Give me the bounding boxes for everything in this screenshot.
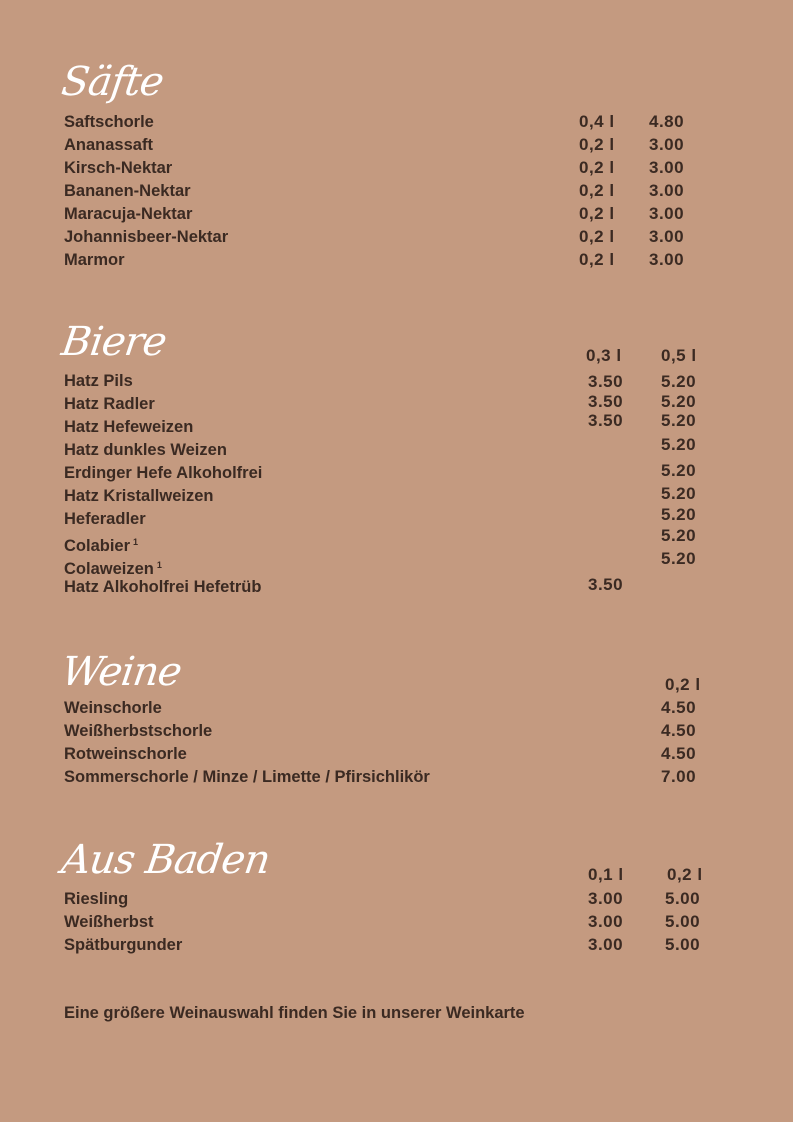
item-name: [64, 439, 227, 461]
menu-item: [64, 934, 724, 956]
price-small: 3.00: [588, 935, 624, 954]
item-size: 0,2 l: [579, 204, 615, 223]
section-title-biere: Biere: [58, 319, 169, 365]
item-name: [64, 111, 154, 133]
item-name-text: Hatz Alkoholfrei Hefetrüb: [64, 578, 262, 596]
item-name-text: Colabier: [64, 537, 131, 555]
item-price: 3.00: [649, 181, 685, 200]
item-name: [64, 370, 133, 392]
menu-item: [64, 911, 724, 933]
menu-item: [64, 370, 724, 392]
item-name: [64, 485, 213, 507]
item-name-text: Weinschorle: [64, 699, 162, 717]
item-name-text: Johannisbeer-Nektar: [64, 228, 229, 246]
item-price: 7.00: [661, 767, 697, 786]
price-large: 5.20: [661, 372, 697, 391]
item-name: [64, 697, 162, 719]
menu-item: [64, 549, 724, 578]
item-price: 3.00: [649, 135, 685, 154]
item-name: [64, 203, 192, 225]
menu-item: [64, 697, 724, 719]
price-large: 5.00: [665, 889, 701, 908]
item-size: 0,4 l: [579, 112, 615, 131]
menu-item: [64, 462, 724, 484]
item-name-text: Hatz Radler: [64, 395, 155, 413]
price-large: 5.20: [661, 411, 697, 430]
price-large: 5.20: [661, 461, 697, 480]
item-name-text: Erdinger Hefe Alkoholfrei: [64, 464, 263, 482]
biere-col-large: 0,5 l: [661, 346, 697, 365]
item-name-text: Hatz Hefeweizen: [64, 418, 194, 436]
price-large: 5.20: [661, 435, 697, 454]
section-title-baden: Aus Baden: [58, 837, 273, 883]
menu-item: [64, 505, 724, 530]
item-name-text: Maracuja-Nektar: [64, 205, 193, 223]
baden-col-small: 0,1 l: [588, 865, 624, 884]
price-large: 5.20: [661, 526, 697, 545]
item-name-text: Marmor: [64, 251, 125, 269]
item-name: [64, 508, 146, 530]
item-price: 3.00: [649, 250, 685, 269]
item-name: [64, 743, 187, 765]
price-large: 5.00: [665, 912, 701, 931]
price-large: 5.20: [661, 549, 697, 568]
menu-item: [64, 157, 724, 179]
menu-item: [64, 576, 724, 598]
item-price: 3.00: [649, 158, 685, 177]
item-size: 0,2 l: [579, 227, 615, 246]
menu-item: [64, 485, 724, 507]
menu-item: [64, 180, 724, 202]
item-name: [64, 226, 228, 248]
menu-item: [64, 888, 724, 910]
item-name-text: Rotweinschorle: [64, 745, 187, 763]
item-size: 0,2 l: [579, 135, 615, 154]
item-name: [64, 180, 191, 202]
menu-item: [64, 720, 724, 742]
menu-item: [64, 393, 724, 415]
item-price: 4.50: [661, 698, 697, 717]
item-name-text: Hatz Kristallweizen: [64, 487, 214, 505]
item-price: 4.80: [649, 112, 685, 131]
item-price: 4.50: [661, 744, 697, 763]
item-name: [64, 576, 261, 598]
item-name: [64, 249, 125, 271]
menu-item: [64, 226, 724, 248]
item-name-text: Ananassaft: [64, 136, 153, 154]
wine-list-note: Eine größere Weinauswahl finden Sie in unserer Weinkarte: [64, 1004, 525, 1022]
item-price: 3.00: [649, 227, 685, 246]
menu-item: [64, 111, 724, 133]
item-name: [64, 416, 193, 438]
item-name: [64, 888, 128, 910]
menu-item: [64, 411, 724, 438]
item-name-text: Kirsch-Nektar: [64, 159, 173, 177]
price-small: 3.50: [588, 392, 624, 411]
item-name-text: Heferadler: [64, 510, 146, 528]
item-size: 0,2 l: [579, 250, 615, 269]
menu-item: [64, 203, 724, 225]
price-large: 5.20: [661, 505, 697, 524]
item-name-text: Hatz Pils: [64, 372, 133, 390]
item-size: 0,2 l: [579, 158, 615, 177]
item-name-text: Weißherbst: [64, 913, 154, 931]
price-small: 3.00: [588, 889, 624, 908]
item-name: [64, 157, 172, 179]
footnote-marker: 1: [156, 560, 162, 570]
baden-col-large: 0,2 l: [667, 865, 703, 884]
price-small: 3.00: [588, 912, 624, 931]
footnote-marker: 1: [133, 537, 139, 547]
item-price: 3.00: [649, 204, 685, 223]
item-name: [64, 462, 262, 484]
menu-item: [64, 526, 724, 555]
menu-item: [64, 743, 724, 765]
item-name: [64, 911, 154, 933]
item-size: 0,2 l: [579, 181, 615, 200]
menu-item: [64, 134, 724, 156]
item-name-text: Hatz dunkles Weizen: [64, 441, 227, 459]
weine-col: 0,2 l: [665, 675, 701, 694]
menu-item: [64, 435, 724, 461]
item-name-text: Spätburgunder: [64, 936, 183, 954]
item-name-text: Sommerschorle / Minze / Limette / Pfirsichlikör: [64, 768, 430, 786]
section-title-saefte: Säfte: [58, 59, 167, 105]
menu-item: [64, 249, 724, 271]
item-name-text: Weißherbstschorle: [64, 722, 213, 740]
item-name: [64, 720, 212, 742]
price-small: 3.50: [588, 411, 624, 430]
menu-item: [64, 766, 724, 788]
item-name-text: Saftschorle: [64, 113, 154, 131]
price-large: 5.00: [665, 935, 701, 954]
price-small: 3.50: [588, 372, 624, 391]
item-price: 4.50: [661, 721, 697, 740]
item-name: [64, 393, 155, 415]
price-large: 5.20: [661, 392, 697, 411]
item-name-text: Colaweizen: [64, 560, 154, 578]
item-name: [64, 134, 153, 156]
item-name: [64, 766, 430, 788]
price-large: 5.20: [661, 484, 697, 503]
item-name: [64, 934, 182, 956]
item-name-text: Bananen-Nektar: [64, 182, 191, 200]
price-small: 3.50: [588, 575, 624, 594]
item-name-text: Riesling: [64, 890, 129, 908]
section-title-weine: Weine: [58, 649, 184, 695]
biere-col-small: 0,3 l: [586, 346, 622, 365]
